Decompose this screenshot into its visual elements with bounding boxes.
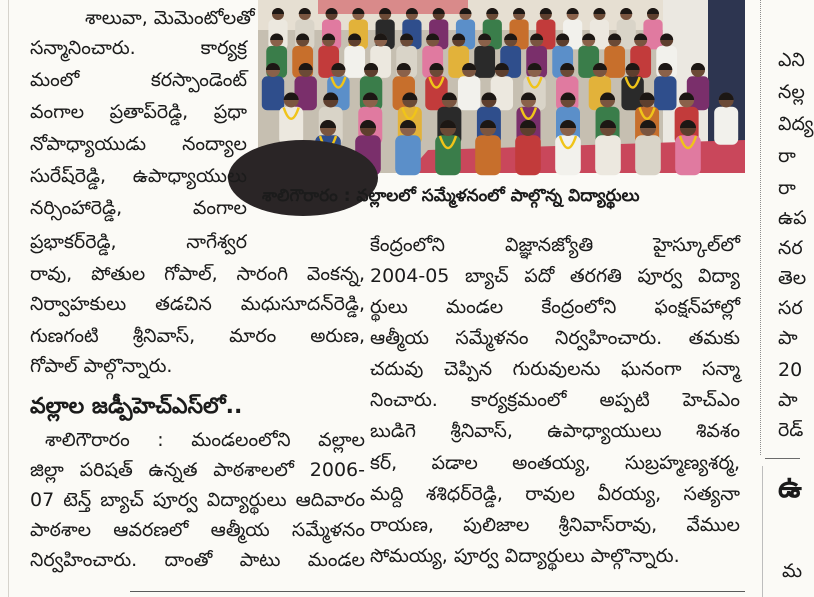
story2-line: పాఠశాల ఆవరణలో ఆత్మీయ సమ్మేళనం bbox=[30, 519, 365, 541]
right-text-fragment: మ bbox=[782, 560, 803, 582]
middle-line: 2004-05 బ్యాచ్ పదో తరగతి పూర్వ విద్యా bbox=[370, 265, 740, 287]
right-fragment-line: నర bbox=[778, 237, 803, 259]
left-line: నర్సింహారెడ్డి, వంగాల bbox=[30, 197, 247, 219]
middle-line: చదువు చెప్పిన గురువులను ఘనంగా సన్మా bbox=[370, 358, 740, 380]
middle-line: కర్, పడాల అంతయ్య, సుబ్రహ్మణ్యశర్మ, bbox=[370, 452, 740, 474]
person-body bbox=[643, 19, 662, 49]
group-photo-drawing bbox=[258, 0, 745, 173]
person-body bbox=[515, 135, 541, 175]
right-fragment-line: ఉప bbox=[778, 207, 807, 229]
person-body bbox=[395, 135, 421, 175]
middle-line: మద్ది శశిధర్‌రెడ్డి, రావుల వీరయ్య, సత్యనా bbox=[370, 483, 740, 505]
right-fragment-line: 20 bbox=[778, 359, 803, 381]
person-body bbox=[635, 135, 661, 175]
person-body bbox=[617, 19, 636, 49]
person-body bbox=[555, 135, 581, 175]
person-body bbox=[475, 135, 501, 175]
left-line: నోపాధ్యాయుడు నంద్యాల bbox=[30, 133, 247, 155]
right-column-fragment bbox=[778, 0, 814, 455]
right-fragment-line: రా bbox=[778, 145, 796, 167]
story2-line: జిల్లా పరిషత్ ఉన్నత పాఠశాలలో 2006- bbox=[30, 459, 365, 481]
left-margin-rule bbox=[8, 0, 9, 597]
right-fragment-line: నల్ల bbox=[778, 81, 805, 103]
right-fragment-line: రెడ్ bbox=[778, 419, 804, 441]
middle-line: రాయణ, పులిజాల శ్రీనివాస్‌రావు, వేముల bbox=[370, 514, 740, 536]
right-fragment-line: పా bbox=[778, 327, 798, 349]
left-line: రావు, పోతుల గోపాల్, సారంగి వెంకన్న, bbox=[30, 263, 365, 285]
person-body bbox=[262, 76, 284, 110]
middle-line: సోమయ్య, పూర్వ విద్యార్థులు పాల్గొన్నారు. bbox=[370, 545, 680, 567]
middle-line: ఆత్మీయ సమ్మేళనం నిర్వహించారు. తమకు bbox=[370, 327, 740, 349]
right-heading-fragment: ఉ bbox=[778, 470, 802, 505]
left-line: నిర్వాహకులు తడచిన మధుసూదన్‌రెడ్డి, bbox=[30, 293, 365, 315]
left-line: గోపాల్ పాల్గొన్నారు. bbox=[30, 355, 173, 377]
left-line: వంగాల ప్రతాప్‌రెడ్డి, ప్రధా bbox=[30, 101, 247, 123]
right-fragment-line: విద్య bbox=[778, 113, 814, 135]
person-body bbox=[279, 107, 303, 145]
person-body bbox=[595, 135, 621, 175]
middle-line: ర్థులు మండల కేంద్రంలోని ఫంక్షన్‌హాల్లో bbox=[370, 296, 740, 318]
right-fragment-line: ఎని bbox=[778, 49, 805, 71]
person-body bbox=[654, 76, 676, 110]
right-fragment-line: పా bbox=[778, 389, 798, 411]
person-body bbox=[604, 46, 625, 78]
column-divider bbox=[762, 466, 763, 597]
person-body bbox=[675, 135, 701, 175]
person-body bbox=[714, 107, 738, 145]
person-body bbox=[458, 76, 480, 110]
right-fragment-line: రా bbox=[778, 177, 796, 199]
middle-line: నించారు. కార్యక్రమంలో అప్పటి హెచ్‌ఎం bbox=[370, 389, 740, 411]
person-body bbox=[474, 46, 495, 78]
person-body bbox=[344, 46, 365, 78]
left-line: సన్మానించారు. కార్యక్ర bbox=[30, 37, 247, 59]
right-fragment-line: సర bbox=[778, 297, 803, 319]
left-line: శాలువా, మెమెంటోలతో bbox=[85, 7, 255, 29]
left-line: ప్రభాకర్‌రెడ్డి, నాగేశ్వర bbox=[30, 231, 247, 253]
bottom-rule bbox=[130, 591, 745, 592]
middle-line: బుడిగె శ్రీనివాస్, ఉపాధ్యాయులు శివశం bbox=[370, 420, 740, 442]
story2-line: 07 టెన్త్ బ్యాచ్ పూర్వ విద్యార్థులు ఆదివారం bbox=[30, 489, 365, 511]
story-subheading: వల్లాల జడ్పీహెచ్‌ఎస్‌లో.. bbox=[30, 394, 243, 419]
column-divider-dotted bbox=[760, 0, 761, 455]
left-line: సురేష్‌రెడ్డి, ఉపాధ్యాయులు bbox=[30, 165, 247, 187]
group-photo bbox=[258, 0, 745, 173]
banner bbox=[318, 0, 468, 14]
story2-line: శాలిగౌరారం : మండలంలోని వల్లాల bbox=[45, 429, 365, 451]
right-section-rule bbox=[765, 458, 800, 459]
person-body bbox=[435, 135, 461, 175]
story2-line: నిర్వహించారు. దాంతో పాటు మండల bbox=[30, 549, 365, 571]
left-line: మంలో కరస్పాండెంట్ bbox=[30, 69, 247, 91]
person-body bbox=[294, 76, 316, 110]
photo-caption: శాలిగౌరారం : వల్లాలలో సమ్మేళనంలో పాల్గొన్న విద్యార్థులు bbox=[262, 186, 640, 206]
person-body bbox=[621, 76, 643, 110]
right-fragment-line: తెల bbox=[778, 267, 807, 289]
left-line: గుణగంటి శ్రీనివాస్, మారం అరుణ, bbox=[30, 325, 365, 347]
middle-line: కేంద్రంలోని విజ్ఞానజ్యోతి హైస్కూల్‌లో bbox=[370, 234, 740, 256]
